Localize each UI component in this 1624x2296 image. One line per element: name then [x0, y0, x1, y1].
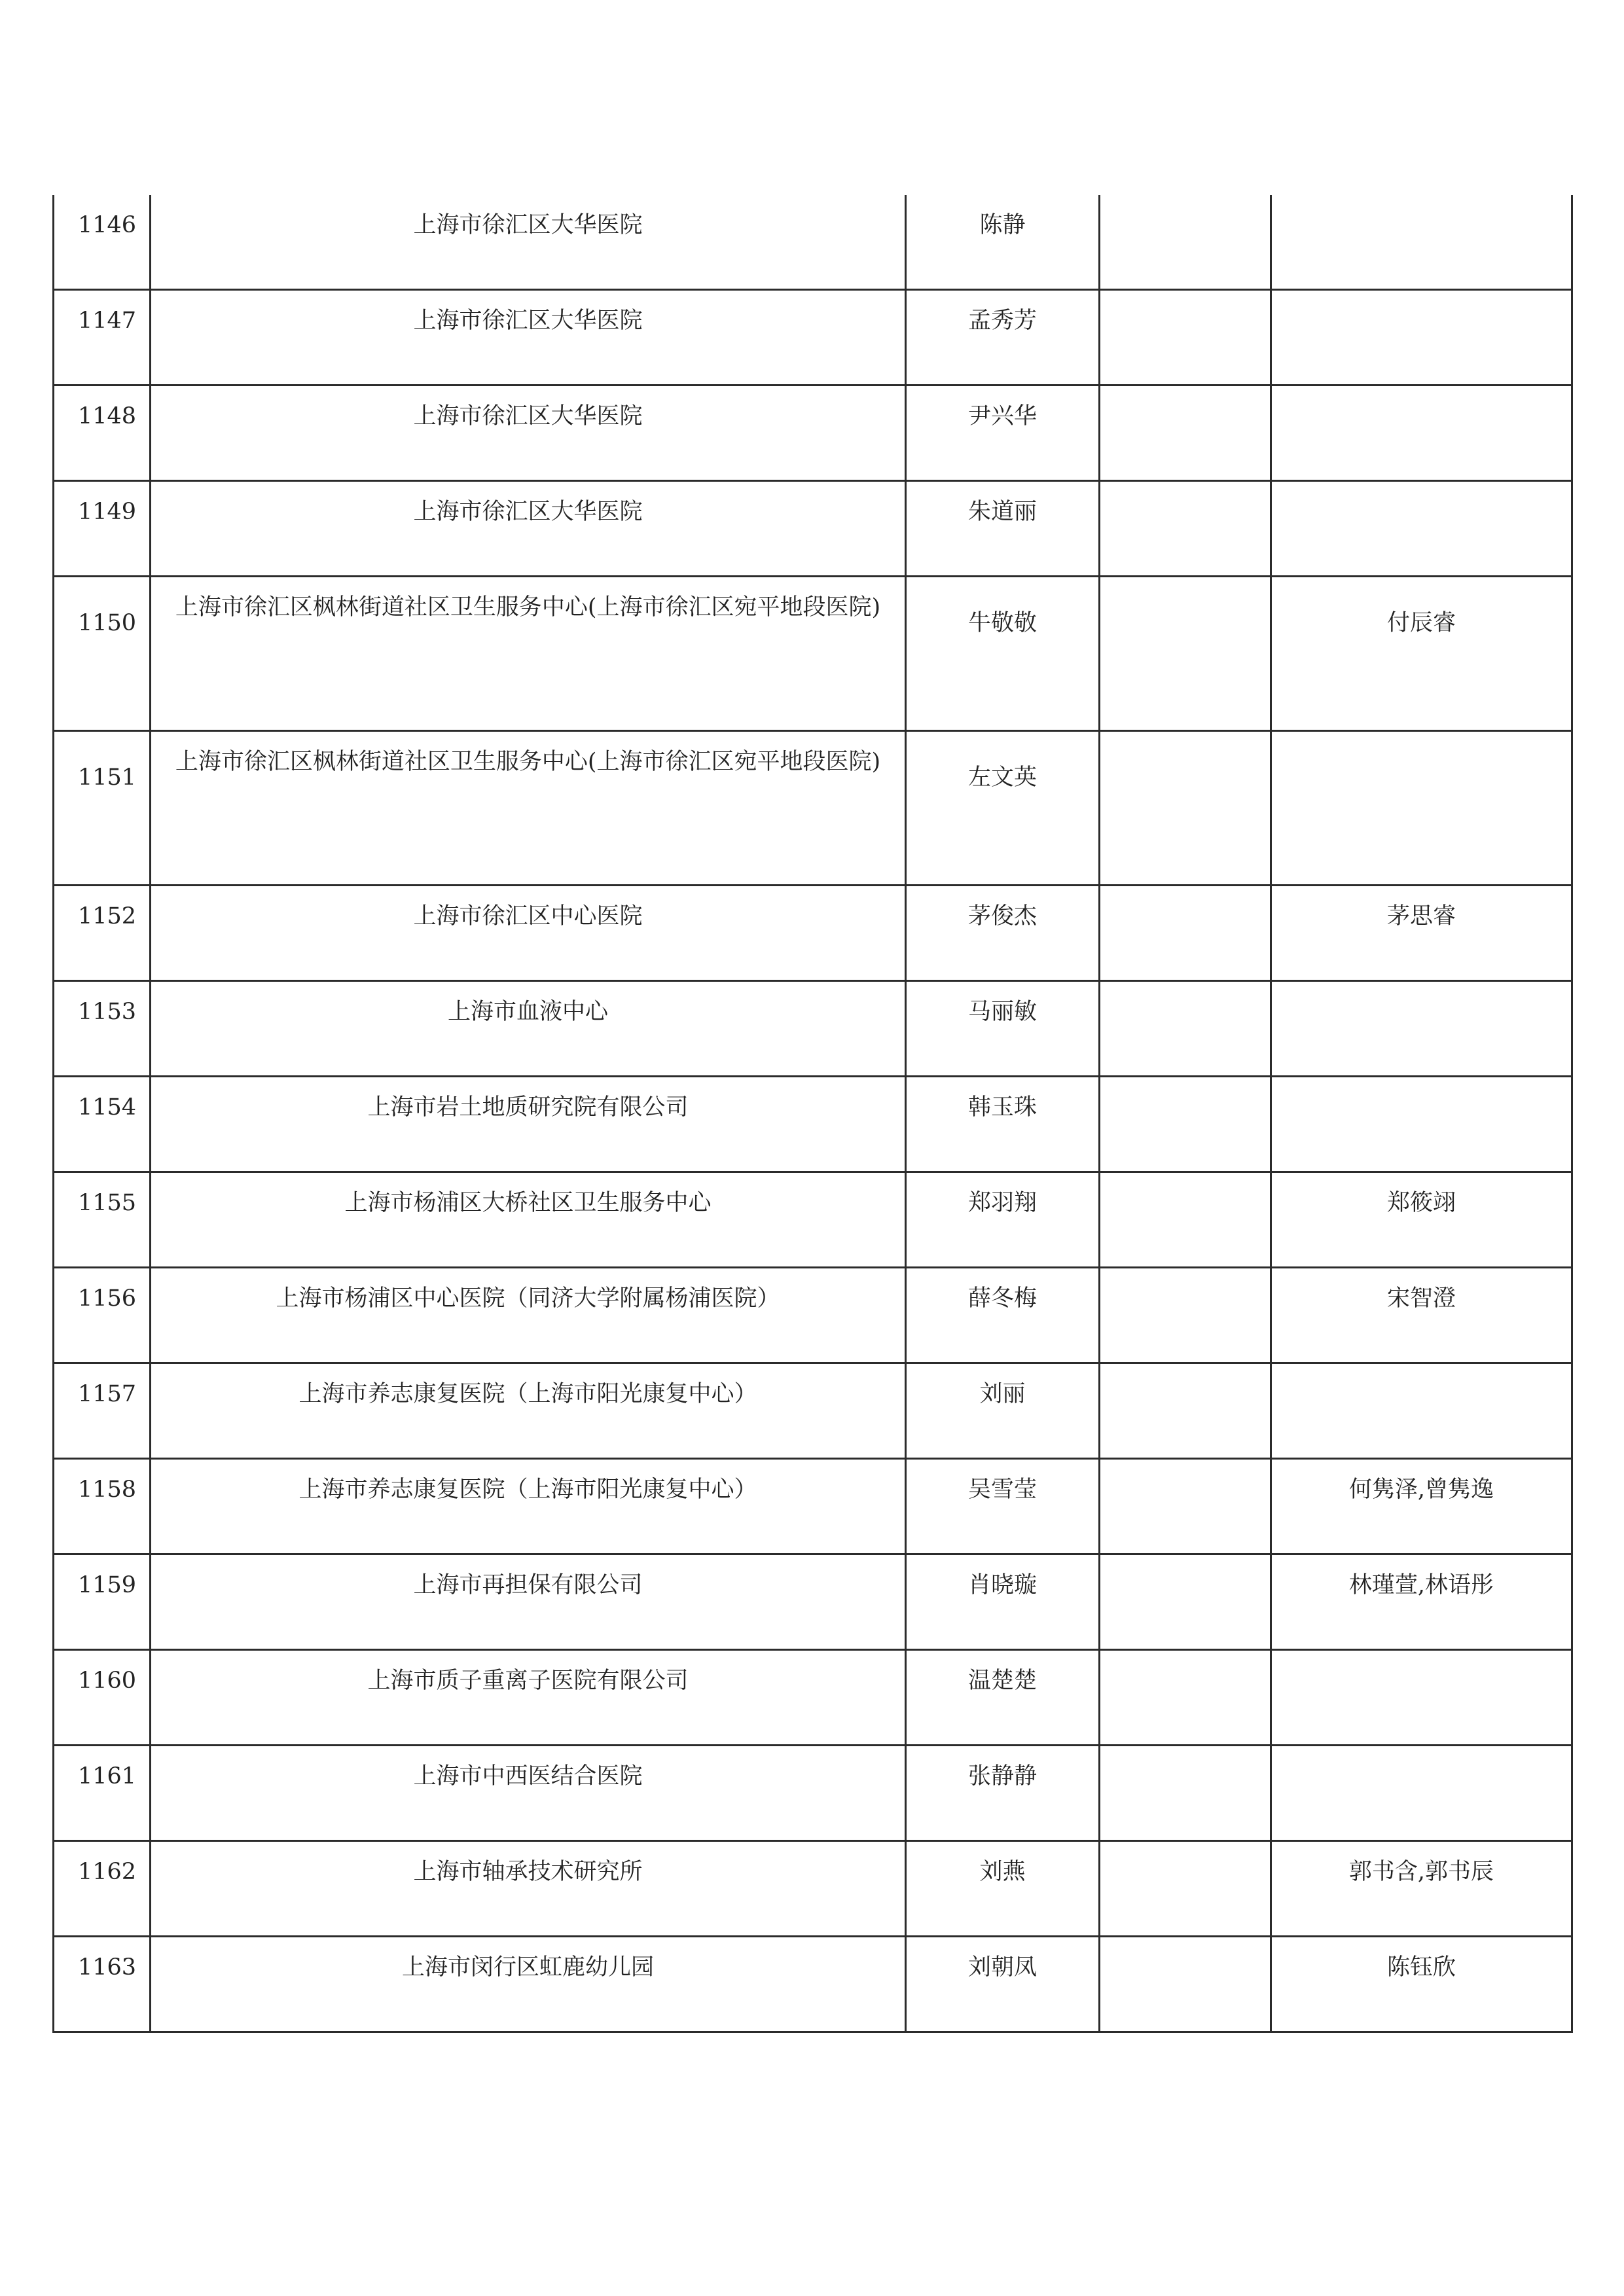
table-row	[54, 1459, 1572, 1554]
row-number: 1156	[54, 1268, 151, 1363]
name-cell: 刘燕	[906, 1841, 1100, 1937]
table-row	[54, 481, 1572, 577]
table-row	[54, 1841, 1572, 1937]
children-cell: 付辰睿	[1271, 577, 1572, 731]
organization-cell: 上海市中西医结合医院	[151, 1746, 906, 1841]
children-cell	[1271, 195, 1572, 290]
organization-cell: 上海市徐汇区枫林街道社区卫生服务中心(上海市徐汇区宛平地段医院)	[151, 577, 906, 731]
row-number: 1150	[54, 577, 151, 731]
row-number: 1146	[54, 195, 151, 290]
row-number: 1160	[54, 1650, 151, 1746]
table-row	[54, 1077, 1572, 1172]
name-cell: 孟秀芳	[906, 290, 1100, 386]
children-cell	[1271, 481, 1572, 577]
name-cell: 牛敬敬	[906, 577, 1100, 731]
table-row	[54, 1172, 1572, 1268]
blank-cell	[1100, 290, 1271, 386]
blank-cell	[1100, 981, 1271, 1077]
name-cell: 刘丽	[906, 1363, 1100, 1459]
organization-cell: 上海市徐汇区大华医院	[151, 386, 906, 481]
row-number: 1162	[54, 1841, 151, 1937]
blank-cell	[1100, 1172, 1271, 1268]
children-cell: 陈钰欣	[1271, 1937, 1572, 2032]
organization-cell: 上海市再担保有限公司	[151, 1554, 906, 1650]
organization-cell: 上海市徐汇区大华医院	[151, 290, 906, 386]
organization-cell: 上海市闵行区虹鹿幼儿园	[151, 1937, 906, 2032]
table-row	[54, 1746, 1572, 1841]
blank-cell	[1100, 1077, 1271, 1172]
table-row	[54, 1554, 1572, 1650]
blank-cell	[1100, 1841, 1271, 1937]
organization-cell: 上海市徐汇区大华医院	[151, 195, 906, 290]
table-row	[54, 886, 1572, 981]
name-cell: 韩玉珠	[906, 1077, 1100, 1172]
blank-cell	[1100, 1459, 1271, 1554]
table-row	[54, 731, 1572, 886]
blank-cell	[1100, 195, 1271, 290]
table-row	[54, 577, 1572, 731]
row-number: 1158	[54, 1459, 151, 1554]
row-number: 1155	[54, 1172, 151, 1268]
row-number: 1159	[54, 1554, 151, 1650]
name-cell: 陈静	[906, 195, 1100, 290]
blank-cell	[1100, 577, 1271, 731]
blank-cell	[1100, 386, 1271, 481]
row-number: 1149	[54, 481, 151, 577]
table-row	[54, 290, 1572, 386]
blank-cell	[1100, 481, 1271, 577]
children-cell: 郑筱翊	[1271, 1172, 1572, 1268]
row-number: 1151	[54, 731, 151, 886]
children-cell	[1271, 1650, 1572, 1746]
children-cell	[1271, 1077, 1572, 1172]
records-table	[52, 195, 1573, 2033]
organization-cell: 上海市徐汇区大华医院	[151, 481, 906, 577]
organization-cell: 上海市杨浦区中心医院（同济大学附属杨浦医院）	[151, 1268, 906, 1363]
blank-cell	[1100, 886, 1271, 981]
organization-cell: 上海市血液中心	[151, 981, 906, 1077]
children-cell	[1271, 731, 1572, 886]
blank-cell	[1100, 1937, 1271, 2032]
table-row	[54, 1363, 1572, 1459]
name-cell: 郑羽翔	[906, 1172, 1100, 1268]
row-number: 1154	[54, 1077, 151, 1172]
records-table-body	[54, 195, 1572, 2032]
row-number: 1157	[54, 1363, 151, 1459]
children-cell: 郭书含,郭书辰	[1271, 1841, 1572, 1937]
name-cell: 肖晓璇	[906, 1554, 1100, 1650]
table-row	[54, 1650, 1572, 1746]
blank-cell	[1100, 1363, 1271, 1459]
blank-cell	[1100, 1650, 1271, 1746]
row-number: 1153	[54, 981, 151, 1077]
name-cell: 温楚楚	[906, 1650, 1100, 1746]
row-number: 1152	[54, 886, 151, 981]
blank-cell	[1100, 1554, 1271, 1650]
blank-cell	[1100, 1268, 1271, 1363]
table-row	[54, 195, 1572, 290]
table-row	[54, 1268, 1572, 1363]
children-cell	[1271, 290, 1572, 386]
children-cell	[1271, 1746, 1572, 1841]
row-number: 1163	[54, 1937, 151, 2032]
name-cell: 左文英	[906, 731, 1100, 886]
row-number: 1147	[54, 290, 151, 386]
name-cell: 尹兴华	[906, 386, 1100, 481]
organization-cell: 上海市杨浦区大桥社区卫生服务中心	[151, 1172, 906, 1268]
table-row	[54, 386, 1572, 481]
children-cell: 何隽泽,曾隽逸	[1271, 1459, 1572, 1554]
name-cell: 马丽敏	[906, 981, 1100, 1077]
blank-cell	[1100, 1746, 1271, 1841]
table-row	[54, 1937, 1572, 2032]
children-cell: 茅思睿	[1271, 886, 1572, 981]
organization-cell: 上海市养志康复医院（上海市阳光康复中心）	[151, 1363, 906, 1459]
children-cell	[1271, 386, 1572, 481]
organization-cell: 上海市岩土地质研究院有限公司	[151, 1077, 906, 1172]
children-cell	[1271, 1363, 1572, 1459]
table-row	[54, 981, 1572, 1077]
organization-cell: 上海市质子重离子医院有限公司	[151, 1650, 906, 1746]
children-cell: 宋智澄	[1271, 1268, 1572, 1363]
row-number: 1161	[54, 1746, 151, 1841]
blank-cell	[1100, 731, 1271, 886]
name-cell: 薛冬梅	[906, 1268, 1100, 1363]
children-cell	[1271, 981, 1572, 1077]
name-cell: 茅俊杰	[906, 886, 1100, 981]
name-cell: 张静静	[906, 1746, 1100, 1841]
row-number: 1148	[54, 386, 151, 481]
name-cell: 刘朝凤	[906, 1937, 1100, 2032]
organization-cell: 上海市养志康复医院（上海市阳光康复中心）	[151, 1459, 906, 1554]
children-cell: 林瑾萱,林语彤	[1271, 1554, 1572, 1650]
organization-cell: 上海市徐汇区中心医院	[151, 886, 906, 981]
organization-cell: 上海市轴承技术研究所	[151, 1841, 906, 1937]
organization-cell: 上海市徐汇区枫林街道社区卫生服务中心(上海市徐汇区宛平地段医院)	[151, 731, 906, 886]
name-cell: 朱道丽	[906, 481, 1100, 577]
name-cell: 吴雪莹	[906, 1459, 1100, 1554]
